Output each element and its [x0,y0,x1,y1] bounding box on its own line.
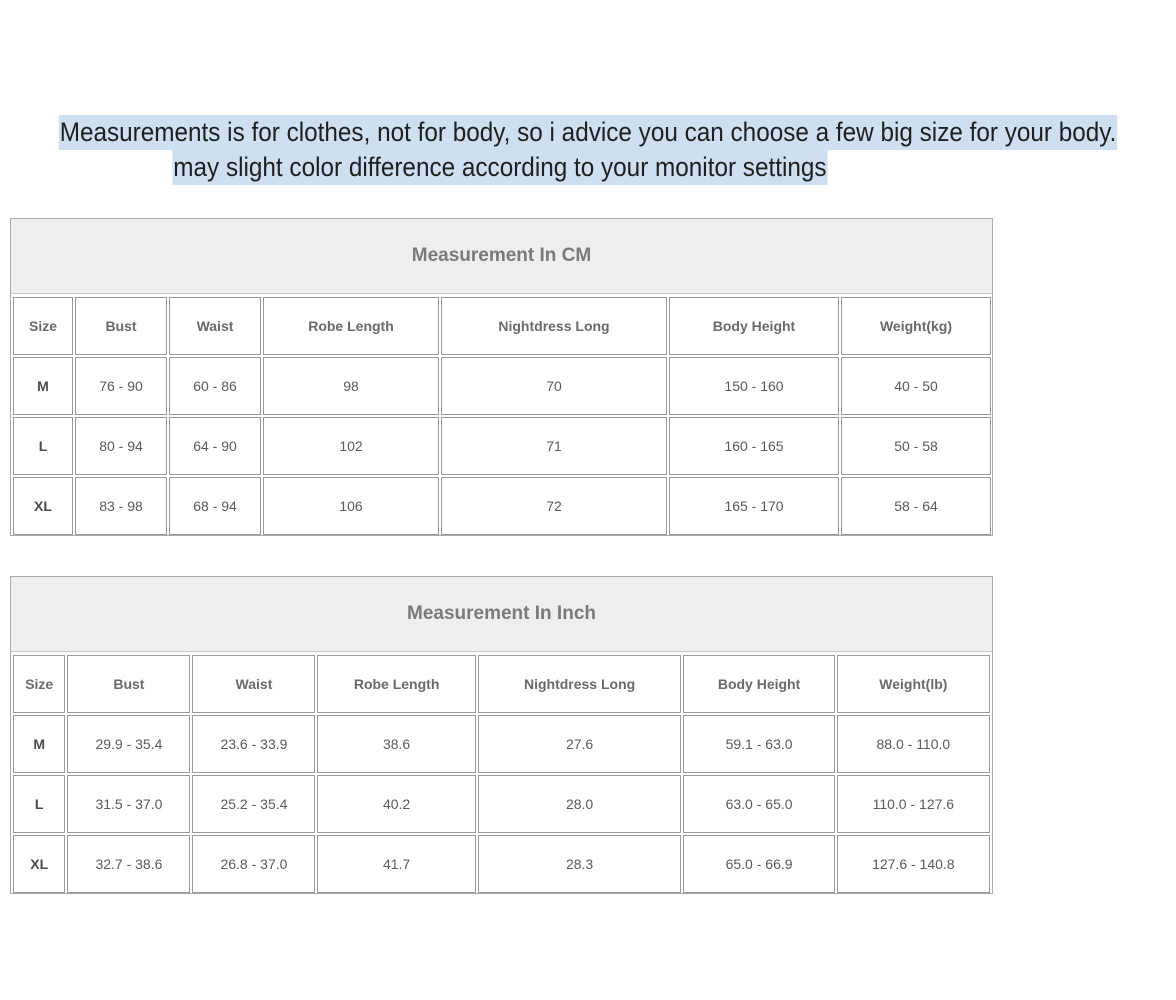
weight-cell: 40 - 50 [841,357,991,415]
waist-cell: 26.8 - 37.0 [192,835,315,893]
robe-length-cell: 41.7 [317,835,475,893]
header-body-height: Body Height [683,655,834,713]
body-height-cell: 65.0 - 66.9 [683,835,834,893]
waist-cell: 25.2 - 35.4 [192,775,315,833]
header-size: Size [13,297,73,355]
header-nightdress-long: Nightdress Long [478,655,682,713]
waist-cell: 60 - 86 [169,357,261,415]
bust-cell: 76 - 90 [75,357,167,415]
body-height-cell: 63.0 - 65.0 [683,775,834,833]
nightdress-long-cell: 70 [441,357,667,415]
table-row [13,835,990,893]
header-waist: Waist [169,297,261,355]
table-header-row [13,297,991,355]
header-bust: Bust [75,297,167,355]
table-header-row [13,655,990,713]
weight-cell: 88.0 - 110.0 [837,715,990,773]
weight-cell: 127.6 - 140.8 [837,835,990,893]
weight-cell: 58 - 64 [841,477,991,535]
size-cell: XL [13,835,65,893]
notice-line-2: may slight color difference according to your monitor settings [0,150,1000,185]
size-cell: XL [13,477,73,535]
bust-cell: 83 - 98 [75,477,167,535]
size-chart-inch [10,576,993,894]
size-table-cm [11,295,993,537]
size-chart-cm [10,218,993,536]
size-cell: M [13,715,65,773]
header-weight: Weight(kg) [841,297,991,355]
bust-cell: 32.7 - 38.6 [67,835,190,893]
waist-cell: 68 - 94 [169,477,261,535]
bust-cell: 29.9 - 35.4 [67,715,190,773]
nightdress-long-cell: 72 [441,477,667,535]
body-height-cell: 59.1 - 63.0 [683,715,834,773]
size-cell: L [13,417,73,475]
header-size: Size [13,655,65,713]
table-row [13,357,991,415]
robe-length-cell: 38.6 [317,715,475,773]
measurement-notice [0,115,1117,185]
body-height-cell: 150 - 160 [669,357,839,415]
header-bust: Bust [67,655,190,713]
size-table-inch [11,653,992,895]
bust-cell: 31.5 - 37.0 [67,775,190,833]
header-waist: Waist [192,655,315,713]
robe-length-cell: 106 [263,477,439,535]
table-row [13,715,990,773]
body-height-cell: 160 - 165 [669,417,839,475]
header-robe-length: Robe Length [317,655,475,713]
nightdress-long-cell: 28.0 [478,775,682,833]
nightdress-long-cell: 27.6 [478,715,682,773]
chart-title-inch: Measurement In Inch [11,577,992,652]
body-height-cell: 165 - 170 [669,477,839,535]
nightdress-long-cell: 71 [441,417,667,475]
nightdress-long-cell: 28.3 [478,835,682,893]
chart-title-cm: Measurement In CM [11,219,992,294]
header-weight: Weight(lb) [837,655,990,713]
weight-cell: 50 - 58 [841,417,991,475]
robe-length-cell: 98 [263,357,439,415]
size-cell: M [13,357,73,415]
table-row [13,775,990,833]
notice-line-1: Measurements is for clothes, not for body, so i advice you can choose a few big size for your body. [0,115,1000,150]
header-nightdress-long: Nightdress Long [441,297,667,355]
robe-length-cell: 102 [263,417,439,475]
header-robe-length: Robe Length [263,297,439,355]
weight-cell: 110.0 - 127.6 [837,775,990,833]
table-row [13,477,991,535]
bust-cell: 80 - 94 [75,417,167,475]
robe-length-cell: 40.2 [317,775,475,833]
table-row [13,417,991,475]
waist-cell: 23.6 - 33.9 [192,715,315,773]
size-cell: L [13,775,65,833]
header-body-height: Body Height [669,297,839,355]
waist-cell: 64 - 90 [169,417,261,475]
